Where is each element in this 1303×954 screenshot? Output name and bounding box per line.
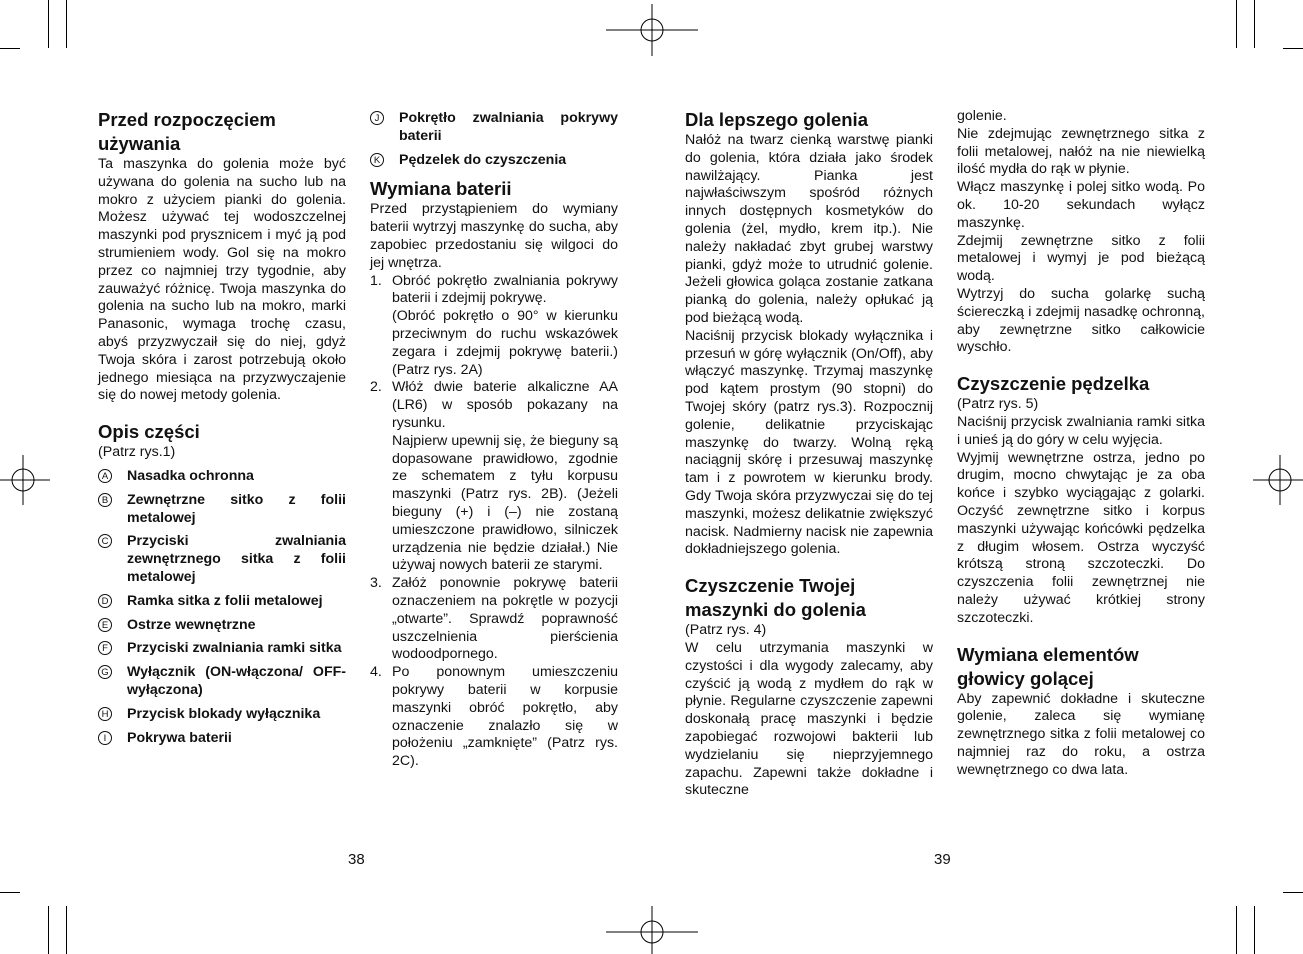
part-label: Zewnętrzne sitko z folii metalowej	[127, 491, 346, 526]
letter-badge: D	[98, 594, 112, 608]
part-item	[98, 730, 346, 748]
column-4	[957, 108, 1205, 780]
paragraph-cont-4: Zdejmij zewnętrzne sitko z folii metalowej i wymyj je pod bieżącą wodą.	[957, 232, 1205, 285]
paragraph-cont-5: Wytrzyj do sucha golarkę suchą ściereczką i zdejmij nasadkę ochronną, aby zewnętrzne sitko całkowicie wyschło.	[957, 285, 1205, 356]
letter-badge: C	[98, 534, 112, 548]
paragraph-brush-1: Naciśnij przycisk zwalniania ramki sitka i unieś ją do góry w celu wyjęcia.	[957, 413, 1205, 448]
registration-mark	[606, 4, 698, 56]
step-number: 4.	[370, 664, 382, 681]
step-item	[370, 575, 618, 664]
part-label: Pokrywa baterii	[127, 729, 232, 746]
crop-mark	[1236, 0, 1237, 48]
part-item	[370, 152, 618, 170]
heading-battery: Wymiana baterii	[370, 178, 512, 200]
crop-mark	[66, 906, 67, 954]
part-label: Pędzelek do czyszczenia	[399, 151, 567, 168]
part-item	[98, 492, 346, 528]
letter-badge: I	[98, 731, 112, 745]
letter-badge: F	[98, 641, 112, 655]
part-item	[370, 110, 618, 146]
paragraph-cont-1: golenie.	[957, 108, 1007, 124]
part-item	[98, 468, 346, 486]
heading-brush: Czyszczenie pędzelka	[957, 373, 1150, 395]
part-label: Przycisk blokady wyłącznika	[127, 705, 321, 722]
step-text: Po ponownym umieszczeniu pokrywy baterii w korpusie maszynki obróć pokrętło, aby oznaczenie znalazło się w położeniu „zamknięte” (Patrz rys. 2C).	[392, 664, 618, 770]
step-text: Włóż dwie baterie alkaliczne AA (LR6) w sposób pokazany na rysunku.	[392, 379, 618, 431]
paragraph-brush-2: Wyjmij wewnętrzne ostrza, jedno po drugim, mocno chwytając je za oba końce i szybko wyciągając z golarki. Oczyść zewnętrzne sitko i korpus maszynki używając końcówki pędzelka z długim włosem. Ostrza wyczyść krótszą stroną szczoteczki. Do czyszczenia folii zewnętrznej nie należy używać krótkiej strony szczoteczki.	[957, 449, 1205, 626]
heading-replacement: Wymiana elementów głowicy golącej	[957, 643, 1139, 689]
paragraph-better-1: Nałóż na twarz cienką warstwę pianki do golenia, która działa jako środek nawilżający. Pianka jest najwłaściwszym spośród różnych innych dostępnych kosmetyków do golenia (żel, mydło, krem itp.). Nie należy nakładać zbyt grubej warstwy pianki, gdyż może to utrudnić golenie. Jeżeli głowica goląca zostanie zatkana pianką do golenia, należy opłukać ją pod bieżącą wodą.	[685, 132, 933, 326]
step-text: Najpierw upewnij się, że bieguny są dopasowane prawidłowo, zgodnie ze schematem z tyłu korpusu maszynki (Patrz rys. 2B). (Jeżeli bieguny (+) i (–) nie zostaną umieszczone prawidłowo, silniczek urządzenia nie będzie działał.) Nie używaj nowych baterii ze starymi.	[392, 432, 618, 574]
parts-reference: (Patrz rys.1)	[98, 444, 176, 461]
heading-before-use: Przed rozpoczęciem używania	[98, 109, 276, 154]
part-label: Wyłącznik (ON-włączona/ OFF-wyłączona)	[127, 664, 346, 698]
page-number-left: 38	[348, 851, 365, 868]
crop-mark	[1254, 0, 1255, 48]
crop-mark	[0, 48, 20, 49]
paragraph-cont-3: Włącz maszynkę i polej sitko wodą. Po ok. 10-20 sekundach wyłącz maszynkę.	[957, 179, 1205, 231]
column-1	[98, 108, 346, 753]
registration-mark	[606, 906, 698, 954]
step-item	[370, 379, 618, 575]
registration-mark	[0, 455, 50, 505]
crop-mark	[1236, 906, 1237, 954]
letter-badge: A	[98, 469, 112, 483]
brush-reference: (Patrz rys. 5)	[957, 396, 1039, 413]
step-number: 2.	[370, 379, 382, 396]
step-number: 3.	[370, 575, 382, 592]
step-text: Obróć pokrętło zwalniania pokrywy baterii i zdejmij pokrywę.	[392, 272, 618, 307]
part-item	[98, 533, 346, 586]
part-label: Przyciski zwalniania zewnętrznego sitka z folii metalowej	[127, 533, 346, 585]
registration-mark	[1253, 455, 1303, 505]
letter-badge: G	[98, 665, 112, 679]
part-item	[98, 664, 346, 700]
part-label: Ramka sitka z folii metalowej	[127, 592, 323, 609]
parts-list	[98, 468, 346, 747]
part-item	[98, 593, 346, 611]
part-item	[98, 706, 346, 724]
letter-badge: E	[98, 618, 112, 632]
step-item	[370, 273, 618, 380]
heading-parts: Opis części	[98, 421, 200, 443]
parts-list-continued	[370, 110, 618, 169]
battery-steps	[370, 273, 618, 771]
part-label: Pokrętło zwalniania pokrywy baterii	[399, 110, 618, 144]
step-text: Załóż ponownie pokrywę baterii oznaczeniem na pokrętle w pozycji „otwarte”. Sprawdź poprawność uszczelnienia pierścienia wodoodpornego.	[392, 575, 618, 663]
step-text: (Obróć pokrętło o 90° w kierunku przeciwnym do ruchu wskazówek zegara i zdejmij pokrywę baterii.) (Patrz rys. 2A)	[392, 308, 618, 378]
crop-mark	[48, 0, 49, 48]
crop-mark	[66, 0, 67, 48]
letter-badge: B	[98, 493, 112, 507]
crop-mark	[0, 892, 20, 893]
crop-mark	[1283, 892, 1303, 893]
letter-badge: K	[370, 153, 384, 167]
crop-mark	[1283, 48, 1303, 49]
paragraph-replacement: Aby zapewnić dokładne i skuteczne golenie, zaleca się wymianę zewnętrznego sitka z folii metalowej co najmniej raz do roku, a ostrza wewnętrznego co dwa lata.	[957, 690, 1205, 778]
cleaning-reference: (Patrz rys. 4)	[685, 622, 767, 639]
paragraph-better-2: Naciśnij przycisk blokady wyłącznika i przesuń w górę wyłącznik (On/Off), aby włączyć maszynkę. Trzymaj maszynkę pod kątem prostym (90 stopni) do Twojej skóry (patrz rys.3). Rozpocznij golenie, delikatnie przyciskając maszynkę do twarzy. Wolną ręką naciągnij skórę i przesuwaj maszynkę tam i z powrotem w kierunku brody. Gdy Twoja skóra przyzwyczai się do tej maszynki, możesz delikatnie zwiększyć nacisk. Nadmierny nacisk nie zapewnia dokładniejszego golenia.	[685, 327, 933, 558]
heading-better-shave: Dla lepszego golenia	[685, 109, 868, 130]
letter-badge: H	[98, 707, 112, 721]
column-2	[370, 108, 618, 771]
part-label: Nasadka ochronna	[127, 467, 254, 484]
step-item	[370, 664, 618, 771]
page-number-right: 39	[934, 851, 951, 868]
paragraph-battery-intro: Przed przystąpieniem do wymiany baterii wytrzyj maszynkę do sucha, aby zapobiec przedostaniu się wilgoci do jej wnętrza.	[370, 201, 618, 271]
part-item	[98, 617, 346, 635]
paragraph-cont-2: Nie zdejmując zewnętrznego sitka z folii metalowej, nałóż na nie niewielką ilość mydła do rąk w płynie.	[957, 125, 1205, 178]
paragraph-before-use: Ta maszynka do golenia może być używana do golenia na sucho lub na mokro z użyciem pianki do golenia. Możesz używać tej wodoszczelnej maszynki pod prysznicem i myć ją pod strumieniem wody. Gol się na mokro przez co najmniej trzy tygodnie, aby zauważyć różnicę. Twoja maszynka do golenia na sucho lub na mokro, marki Panasonic, wymaga trochę czasu, abyś przyzwyczaił się do niej, gdyż Twoja skóra i zarost potrzebują około jednego miesiąca na przyzwyczajenie się do nowej metody golenia.	[98, 156, 346, 404]
part-label: Przyciski zwalniania ramki sitka	[127, 640, 342, 657]
heading-cleaning: Czyszczenie Twojej maszynki do golenia	[685, 575, 866, 621]
column-3	[685, 108, 933, 800]
paragraph-cleaning: W celu utrzymania maszynki w czystości i dla wygody zalecamy, aby czyścić ją wodą z mydłem do rąk w płynie. Regularne czyszczenie zapewni doskonałą pracę maszynki i będzie zapobiegać rozwojowi bakterii lub wydzielaniu się nieprzyjemnego zapachu. Zapewni także dokładne i skuteczne	[685, 639, 933, 799]
part-item	[98, 640, 346, 658]
part-label: Ostrze wewnętrzne	[127, 616, 256, 633]
step-number: 1.	[370, 272, 382, 289]
crop-mark	[1254, 906, 1255, 954]
letter-badge: J	[370, 111, 384, 125]
crop-mark	[48, 906, 49, 954]
